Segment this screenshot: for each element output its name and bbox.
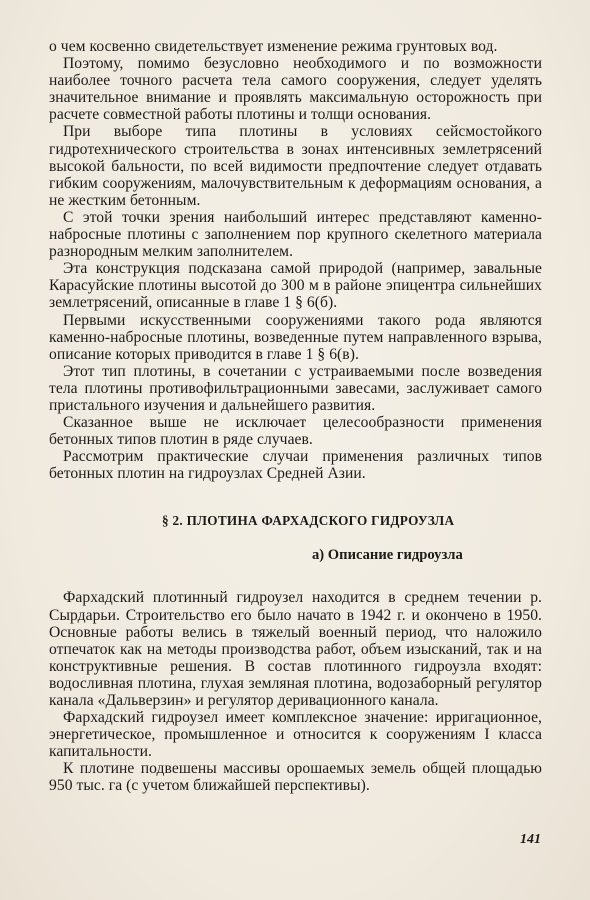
paragraph: К плотине подвешены массивы орошаемых земель общей площадью 950 тыс. га (с учетом ближайшей перспективы). bbox=[49, 760, 542, 795]
section-heading: § 2. ПЛОТИНА ФАРХАДСКОГО ГИДРОУЗЛА bbox=[162, 513, 455, 529]
paragraph: При выборе типа плотины в условиях сейсмостойкого гидротехнического строительства в зонах интенсивных землетрясений высокой бальности, по всей видимости предпочтение следует отдавать гибким сооружениям, малочувствительным к деформациям основания, а не жестким бетонным. bbox=[49, 123, 542, 209]
paragraph: Этот тип плотины, в сочетании с устраиваемыми после возведения тела плотины противофильтрационными завесами, заслуживает самого пристального изучения и дальнейшего развития. bbox=[49, 362, 542, 414]
paragraph: Рассмотрим практические случаи применения различных типов бетонных плотин на гидроузлах Средней Азии. bbox=[49, 448, 542, 483]
paragraph: Фархадский плотинный гидроузел находится в среднем течении р. Сырдарьи. Строительство его было начато в 1942 г. и окончено в 1950. Основные работы велись в тяжелый военный период, что наложило отпечаток как на методы производства работ, объем изысканий, так и на конструктивные решения. В состав плотинного гидроузла входят: водосливная плотина, глухая земляная плотина, водозаборный регулятор канала «Дальверзин» и регулятор деривационного канала. bbox=[49, 589, 542, 709]
paragraph: Эта конструкция подсказана самой природой (например, завальные Карасуйские плотины высотой до 300 м в районе эпицентра сильнейших землетрясений, описанные в главе 1 § 6(б). bbox=[49, 260, 542, 312]
paragraph: С этой точки зрения наибольший интерес представляют каменно-набросные плотины с заполнением пор крупного скелетного материала разнородным мелким заполнителем. bbox=[49, 208, 542, 261]
paragraph: о чем косвенно свидетельствует изменение режима грунтовых вод. bbox=[49, 38, 498, 55]
paragraph: Сказанное выше не исключает целесообразности применения бетонных типов плотин в ряде случаев. bbox=[49, 414, 542, 449]
paragraph: Фархадский гидроузел имеет комплексное значение: ирригационное, энергетическое, промышленное и относится к сооружениям I класса капитальности. bbox=[49, 709, 542, 761]
text-block-bottom bbox=[49, 589, 542, 794]
paragraph: Поэтому, помимо безусловно необходимого и по возможности наиболее точного расчета тела самого сооружения, следует уделять значительное внимание и проявлять максимальную осторожность при расчете совместной работы плотины и толщи основания. bbox=[49, 55, 542, 124]
text-block-top bbox=[49, 38, 542, 482]
page-number: 141 bbox=[520, 832, 541, 847]
paragraph: Первыми искусственными сооружениями такого рода являются каменно-набросные плотины, возведенные путем направленного взрыва, описание которых приводится в главе 1 § 6(в). bbox=[49, 311, 542, 363]
subsection-heading: а) Описание гидроузла bbox=[312, 547, 463, 564]
